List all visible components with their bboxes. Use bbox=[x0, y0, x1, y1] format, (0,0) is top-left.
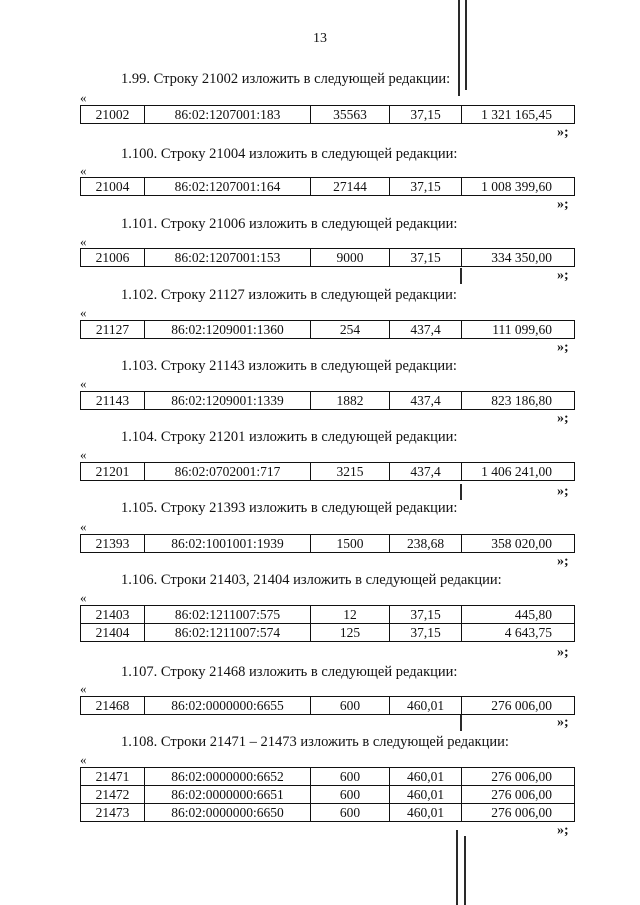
area-cell: 125 bbox=[311, 624, 390, 642]
close-quote: »; bbox=[557, 645, 569, 660]
value-cell: 276 006,00 bbox=[462, 697, 575, 715]
row-number-cell: 21472 bbox=[81, 786, 145, 804]
rate-cell: 460,01 bbox=[390, 804, 462, 822]
record-table bbox=[80, 696, 575, 715]
rate-cell: 37,15 bbox=[390, 606, 462, 624]
table-row bbox=[81, 768, 575, 786]
row-number-cell: 21002 bbox=[81, 106, 145, 124]
record-table bbox=[80, 605, 575, 642]
open-quote: « bbox=[80, 90, 87, 105]
cadastral-number-cell: 86:02:0000000:6650 bbox=[145, 804, 311, 822]
section-heading: 1.100. Строку 21004 изложить в следующей редакции: bbox=[121, 146, 458, 162]
area-cell: 600 bbox=[311, 697, 390, 715]
table-row bbox=[81, 786, 575, 804]
scan-artifact-line bbox=[458, 0, 460, 96]
rate-cell: 460,01 bbox=[390, 697, 462, 715]
value-cell: 111 099,60 bbox=[462, 321, 575, 339]
scan-artifact-line bbox=[460, 484, 462, 500]
open-quote: « bbox=[80, 305, 87, 320]
record-table bbox=[80, 320, 575, 339]
table-row bbox=[81, 535, 575, 553]
rate-cell: 437,4 bbox=[390, 321, 462, 339]
value-cell: 1 406 241,00 bbox=[462, 463, 575, 481]
rate-cell: 238,68 bbox=[390, 535, 462, 553]
value-cell: 445,80 bbox=[462, 606, 575, 624]
row-number-cell: 21006 bbox=[81, 249, 145, 267]
row-number-cell: 21473 bbox=[81, 804, 145, 822]
area-cell: 600 bbox=[311, 786, 390, 804]
value-cell: 1 321 165,45 bbox=[462, 106, 575, 124]
close-quote: »; bbox=[557, 197, 569, 212]
section-heading: 1.106. Строки 21403, 21404 изложить в следующей редакции: bbox=[121, 572, 502, 588]
section-heading: 1.101. Строку 21006 изложить в следующей редакции: bbox=[121, 216, 458, 232]
row-number-cell: 21403 bbox=[81, 606, 145, 624]
open-quote: « bbox=[80, 163, 87, 178]
table-row bbox=[81, 392, 575, 410]
rate-cell: 37,15 bbox=[390, 624, 462, 642]
cadastral-number-cell: 86:02:1207001:164 bbox=[145, 178, 311, 196]
rate-cell: 37,15 bbox=[390, 178, 462, 196]
value-cell: 823 186,80 bbox=[462, 392, 575, 410]
close-quote: »; bbox=[557, 340, 569, 355]
open-quote: « bbox=[80, 447, 87, 462]
record-table bbox=[80, 767, 575, 822]
rate-cell: 37,15 bbox=[390, 249, 462, 267]
value-cell: 276 006,00 bbox=[462, 786, 575, 804]
value-cell: 276 006,00 bbox=[462, 804, 575, 822]
cadastral-number-cell: 86:02:1211007:575 bbox=[145, 606, 311, 624]
row-number-cell: 21143 bbox=[81, 392, 145, 410]
record-table bbox=[80, 534, 575, 553]
record-table bbox=[80, 391, 575, 410]
open-quote: « bbox=[80, 752, 87, 767]
page-number: 13 bbox=[313, 31, 327, 46]
record-table bbox=[80, 462, 575, 481]
rate-cell: 460,01 bbox=[390, 786, 462, 804]
cadastral-number-cell: 86:02:0702001:717 bbox=[145, 463, 311, 481]
area-cell: 9000 bbox=[311, 249, 390, 267]
row-number-cell: 21127 bbox=[81, 321, 145, 339]
cadastral-number-cell: 86:02:1211007:574 bbox=[145, 624, 311, 642]
section-heading: 1.102. Строку 21127 изложить в следующей редакции: bbox=[121, 287, 457, 303]
close-quote: »; bbox=[557, 823, 569, 838]
scan-artifact-line bbox=[460, 715, 462, 731]
area-cell: 254 bbox=[311, 321, 390, 339]
area-cell: 1882 bbox=[311, 392, 390, 410]
value-cell: 4 643,75 bbox=[462, 624, 575, 642]
close-quote: »; bbox=[557, 554, 569, 569]
record-table bbox=[80, 248, 575, 267]
close-quote: »; bbox=[557, 715, 569, 730]
value-cell: 358 020,00 bbox=[462, 535, 575, 553]
close-quote: »; bbox=[557, 411, 569, 426]
table-row bbox=[81, 804, 575, 822]
cadastral-number-cell: 86:02:1001001:1939 bbox=[145, 535, 311, 553]
scan-artifact-line bbox=[464, 836, 466, 905]
record-table bbox=[80, 177, 575, 196]
section-heading: 1.108. Строки 21471 – 21473 изложить в следующей редакции: bbox=[121, 734, 509, 750]
value-cell: 276 006,00 bbox=[462, 768, 575, 786]
area-cell: 27144 bbox=[311, 178, 390, 196]
table-row bbox=[81, 463, 575, 481]
rate-cell: 460,01 bbox=[390, 768, 462, 786]
cadastral-number-cell: 86:02:0000000:6655 bbox=[145, 697, 311, 715]
cadastral-number-cell: 86:02:1209001:1339 bbox=[145, 392, 311, 410]
open-quote: « bbox=[80, 376, 87, 391]
cadastral-number-cell: 86:02:0000000:6651 bbox=[145, 786, 311, 804]
section-heading: 1.105. Строку 21393 изложить в следующей редакции: bbox=[121, 500, 458, 516]
open-quote: « bbox=[80, 681, 87, 696]
section-heading: 1.103. Строку 21143 изложить в следующей редакции: bbox=[121, 358, 457, 374]
cadastral-number-cell: 86:02:1207001:183 bbox=[145, 106, 311, 124]
cadastral-number-cell: 86:02:0000000:6652 bbox=[145, 768, 311, 786]
section-heading: 1.99. Строку 21002 изложить в следующей редакции: bbox=[121, 71, 451, 87]
row-number-cell: 21201 bbox=[81, 463, 145, 481]
scan-artifact-line bbox=[456, 830, 458, 905]
area-cell: 35563 bbox=[311, 106, 390, 124]
open-quote: « bbox=[80, 519, 87, 534]
scan-artifact-line bbox=[465, 0, 467, 90]
rate-cell: 437,4 bbox=[390, 463, 462, 481]
table-row bbox=[81, 606, 575, 624]
section-heading: 1.107. Строку 21468 изложить в следующей редакции: bbox=[121, 664, 458, 680]
table-row bbox=[81, 624, 575, 642]
area-cell: 600 bbox=[311, 804, 390, 822]
area-cell: 12 bbox=[311, 606, 390, 624]
row-number-cell: 21468 bbox=[81, 697, 145, 715]
value-cell: 1 008 399,60 bbox=[462, 178, 575, 196]
table-row bbox=[81, 697, 575, 715]
table-row bbox=[81, 321, 575, 339]
section-heading: 1.104. Строку 21201 изложить в следующей редакции: bbox=[121, 429, 458, 445]
cadastral-number-cell: 86:02:1207001:153 bbox=[145, 249, 311, 267]
scan-artifact-line bbox=[460, 268, 462, 284]
record-table bbox=[80, 105, 575, 124]
row-number-cell: 21404 bbox=[81, 624, 145, 642]
table-row bbox=[81, 178, 575, 196]
close-quote: »; bbox=[557, 268, 569, 283]
row-number-cell: 21393 bbox=[81, 535, 145, 553]
area-cell: 1500 bbox=[311, 535, 390, 553]
area-cell: 600 bbox=[311, 768, 390, 786]
row-number-cell: 21471 bbox=[81, 768, 145, 786]
area-cell: 3215 bbox=[311, 463, 390, 481]
rate-cell: 437,4 bbox=[390, 392, 462, 410]
cadastral-number-cell: 86:02:1209001:1360 bbox=[145, 321, 311, 339]
table-row bbox=[81, 106, 575, 124]
close-quote: »; bbox=[557, 484, 569, 499]
close-quote: »; bbox=[557, 125, 569, 140]
open-quote: « bbox=[80, 234, 87, 249]
value-cell: 334 350,00 bbox=[462, 249, 575, 267]
rate-cell: 37,15 bbox=[390, 106, 462, 124]
row-number-cell: 21004 bbox=[81, 178, 145, 196]
open-quote: « bbox=[80, 590, 87, 605]
table-row bbox=[81, 249, 575, 267]
